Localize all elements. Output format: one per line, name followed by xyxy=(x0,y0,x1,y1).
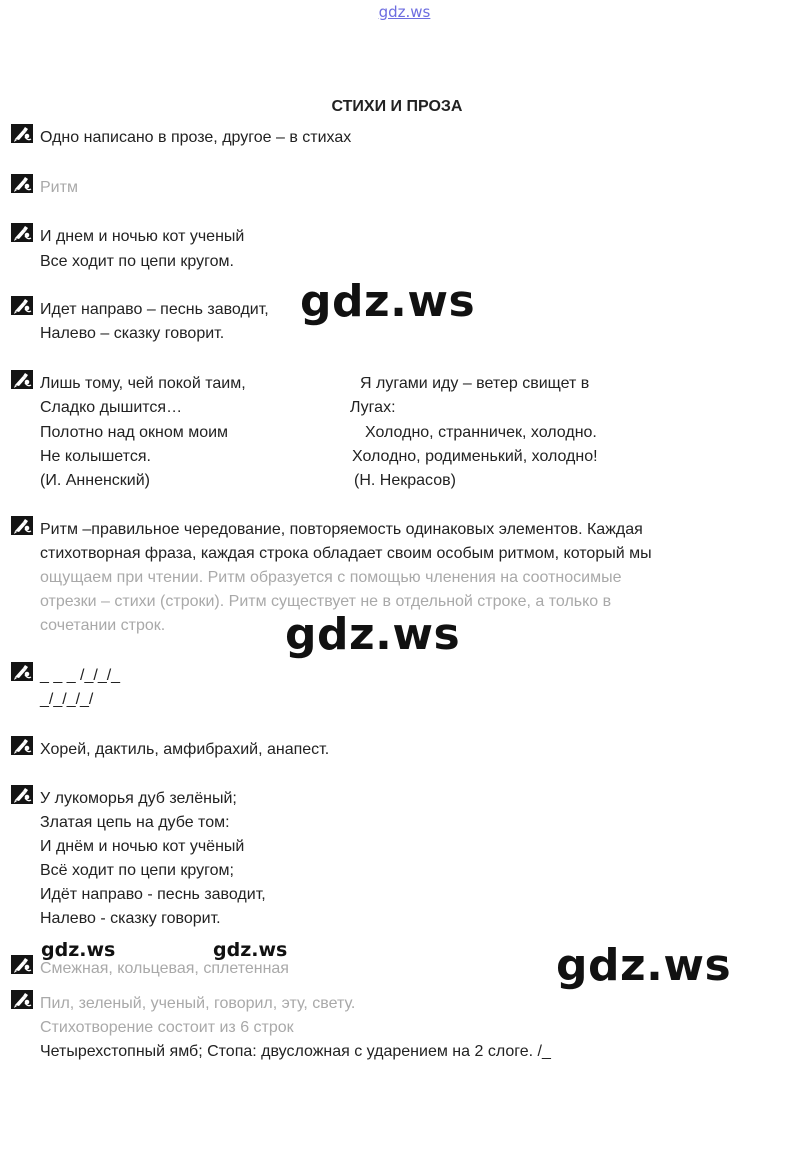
answer-9-line-1: У лукоморья дуб зелёный; xyxy=(40,790,237,807)
pencil-hand-icon xyxy=(11,736,33,755)
answer-7-line-2: _/_/_/_/ xyxy=(40,691,94,708)
answer-9-line-4: Всё ходит по цепи кругом; xyxy=(40,862,234,879)
poem-left-line-2: Сладко дышится… xyxy=(40,399,183,416)
pencil-hand-icon xyxy=(11,124,33,143)
answer-4-line-1: Идет направо – песнь заводит, xyxy=(40,301,269,318)
answer-6-line-5: сочетании строк. xyxy=(40,617,166,634)
answer-1: Одно написано в прозе, другое – в стихах xyxy=(40,129,352,146)
answer-6-line-4: отрезки – стихи (строки). Ритм существует не в отдельной строке, а только в xyxy=(40,593,612,610)
answer-3-line-2: Все ходит по цепи кругом. xyxy=(40,253,234,270)
answer-2: Ритм xyxy=(40,179,78,196)
pencil-hand-icon xyxy=(11,296,33,315)
pencil-hand-icon xyxy=(11,223,33,242)
poem-right-line-4: Холодно, родименький, холодно! xyxy=(352,448,598,465)
pencil-hand-icon xyxy=(11,990,33,1009)
poem-right-line-2: Лугах: xyxy=(350,399,396,416)
answer-4-line-2: Налево – сказку говорит. xyxy=(40,325,225,342)
watermark-small: gdz.ws xyxy=(41,939,116,961)
answer-9-line-3: И днём и ночью кот учёный xyxy=(40,838,245,855)
pencil-hand-icon xyxy=(11,785,33,804)
answer-7-line-1: _ _ _ /_/_/_ xyxy=(40,667,121,684)
top-watermark: gdz.ws xyxy=(378,3,431,21)
answer-6-line-3: ощущаем при чтении. Ритм образуется с помощью членения на соотносимые xyxy=(40,569,622,586)
pencil-hand-icon xyxy=(11,662,33,681)
answer-11-line-3: Четырехстопный ямб; Стопа: двусложная с ударением на 2 слоге. /_ xyxy=(40,1043,551,1060)
watermark-big: gdz.ws xyxy=(300,276,476,327)
answer-3-line-1: И днем и ночью кот ученый xyxy=(40,228,245,245)
pencil-hand-icon xyxy=(11,174,33,193)
pencil-hand-icon xyxy=(11,955,33,974)
answer-6-line-2: стихотворная фраза, каждая строка обладает своим особым ритмом, который мы xyxy=(40,545,652,562)
poem-right-line-1: Я лугами иду – ветер свищет в xyxy=(360,375,590,392)
poem-left-line-4: Не колышется. xyxy=(40,448,151,465)
poem-right-line-3: Холодно, странничек, холодно. xyxy=(365,424,597,441)
poem-right-author: (Н. Некрасов) xyxy=(354,472,456,489)
page-title: СТИХИ И ПРОЗА xyxy=(331,98,463,115)
answer-6-line-1: Ритм –правильное чередование, повторяемость одинаковых элементов. Каждая xyxy=(40,521,643,538)
watermark-big: gdz.ws xyxy=(285,609,461,660)
answer-9-line-6: Налево - сказку говорит. xyxy=(40,910,221,927)
poem-left-line-1: Лишь тому, чей покой таим, xyxy=(40,375,246,392)
pencil-hand-icon xyxy=(11,370,33,389)
pencil-hand-icon xyxy=(11,516,33,535)
poem-left-author: (И. Анненский) xyxy=(40,472,150,489)
watermark-big: gdz.ws xyxy=(556,940,732,991)
poem-left-line-3: Полотно над окном моим xyxy=(40,424,229,441)
answer-9-line-2: Златая цепь на дубе том: xyxy=(40,814,230,831)
watermark-small: gdz.ws xyxy=(213,939,288,961)
answer-9-line-5: Идёт направо - песнь заводит, xyxy=(40,886,266,903)
answer-11-line-2: Стихотворение состоит из 6 строк xyxy=(40,1019,294,1036)
answer-10: Смежная, кольцевая, сплетенная xyxy=(40,960,289,977)
answer-8: Хорей, дактиль, амфибрахий, анапест. xyxy=(40,741,330,758)
answer-11-line-1: Пил, зеленый, ученый, говорил, эту, свету. xyxy=(40,995,356,1012)
